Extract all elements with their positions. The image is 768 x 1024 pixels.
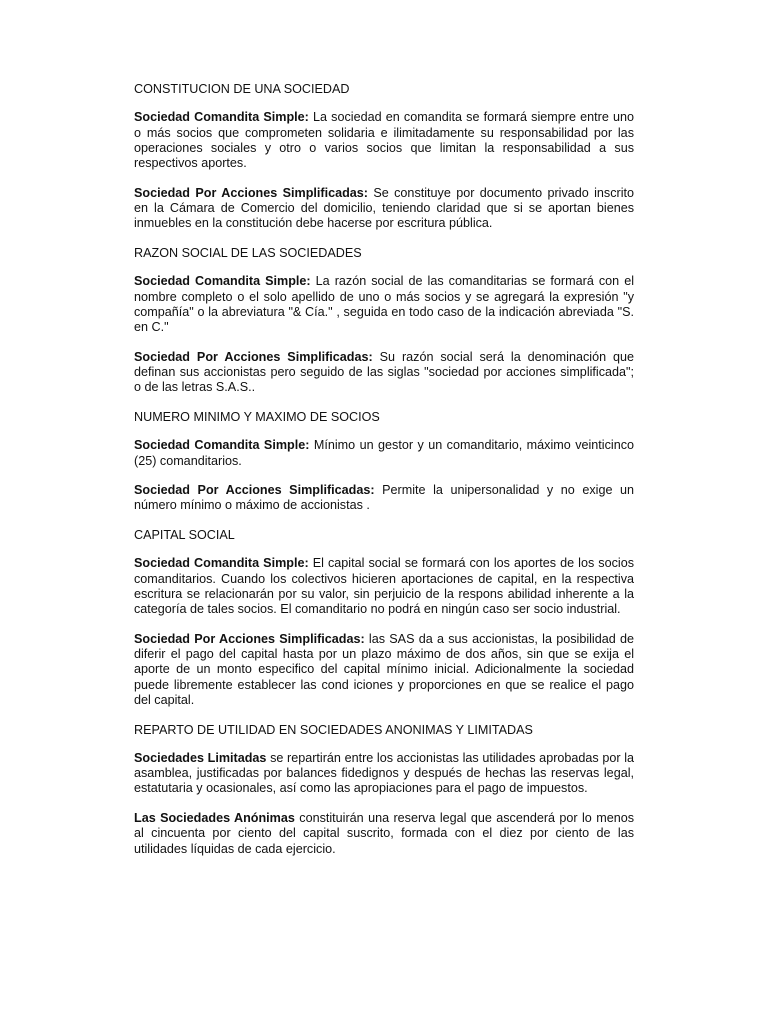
section-heading: NUMERO MINIMO Y MAXIMO DE SOCIOS: [134, 409, 380, 424]
paragraph-text: constituirán una reserva legal que ascenderá por lo menos al cincuenta por ciento del capital suscrito, formada con el diez por ciento de las utilidades líquidas de cada ejercicio.: [134, 811, 635, 856]
paragraph-lead: Sociedad Comandita Simple:: [134, 274, 311, 289]
paragraph: [134, 186, 634, 232]
paragraph-lead: Las Sociedades Anónimas: [134, 811, 295, 826]
section-reparto-utilidad: [134, 723, 634, 857]
paragraph-lead: Sociedad Comandita Simple:: [134, 110, 309, 125]
paragraph-text: Se constituye por documento privado inscrito en la Cámara de Comercio del domicilio, teniendo claridad que si se aportan bienes inmuebles en la constitución debe hacerse por escritura pública.: [134, 185, 635, 231]
paragraph: [134, 110, 634, 171]
section-heading: REPARTO DE UTILIDAD EN SOCIEDADES ANONIMAS Y LIMITADAS: [134, 722, 533, 737]
section-constitucion: [134, 82, 634, 232]
paragraph: [134, 438, 634, 469]
section-heading: CAPITAL SOCIAL: [134, 528, 235, 543]
paragraph-text: Su razón social será la denominación que definan sus accionistas pero seguido de las siglas "sociedad por acciones simplificada"; o de las letras S.A.S..: [134, 349, 635, 395]
paragraph-lead: Sociedad Por Acciones Simplificadas:: [134, 631, 365, 646]
paragraph-text: La sociedad en comandita se formará siempre entre uno o más socios que comprometen solidaria e ilimitadamente su responsabilidad por las operaciones sociales y otro o varios socios que limitan la responsabilidad a sus respectivos aportes.: [134, 110, 634, 171]
paragraph-lead: Sociedad Comandita Simple:: [134, 556, 309, 571]
paragraph-text: las SAS da a sus accionistas, la posibilidad de diferir el pago del capital hasta por un plazo máximo de dos años, sin que se exija el aporte de un monto especifico del capital mínimo inicial. Adicionalmente la sociedad puede libremente establecer las cond iciones y proporciones en que se realice el pago del capital.: [134, 631, 634, 707]
paragraph-text: se repartirán entre los accionistas las utilidades aprobadas por la asamblea, justificadas por balances fidedignos y después de hechas las reservas legal, estatutaria y ocasionales, así como las apropiaciones para el pago de impuestos.: [134, 750, 634, 796]
paragraph-text: El capital social se formará con los aportes de los socios comanditarios. Cuando los colectivos hicieren aportaciones de capital, en la respectiva escritura se relacionarán por su valor, sin perjuicio de la respons abilidad inherente a la categoría de tales socios. El comanditario no podrá en ningún caso ser socio industrial.: [134, 556, 634, 617]
section-capital-social: [134, 528, 634, 708]
section-numero-socios: [134, 410, 634, 514]
section-heading: CONSTITUCION DE UNA SOCIEDAD: [134, 82, 350, 96]
paragraph: [134, 274, 634, 335]
paragraph-text: Mínimo un gestor y un comanditario, máximo veinticinco (25) comanditarios.: [134, 438, 634, 468]
paragraph-lead: Sociedad Comandita Simple:: [134, 438, 310, 453]
paragraph: [134, 811, 634, 857]
section-razon-social: [134, 246, 634, 396]
paragraph-text: La razón social de las comanditarias se formará con el nombre completo o el solo apellido de uno o más socios y se agregará la expresión "y compañía" o la abreviatura "& Cía." , seguida en todo caso de la indicación abreviada "S. en C.": [134, 274, 635, 335]
paragraph: [134, 556, 634, 617]
paragraph: [134, 632, 634, 708]
paragraph-lead: Sociedad Por Acciones Simplificadas:: [134, 185, 368, 200]
paragraph: [134, 483, 634, 514]
document-page: [134, 82, 634, 871]
paragraph-lead: Sociedad Por Acciones Simplificadas:: [134, 349, 373, 364]
section-heading: RAZON SOCIAL DE LAS SOCIEDADES: [134, 245, 362, 260]
paragraph-lead: Sociedades Limitadas: [134, 750, 267, 765]
paragraph: [134, 350, 634, 396]
paragraph-text: Permite la unipersonalidad y no exige un número mínimo o máximo de accionistas .: [134, 483, 635, 513]
paragraph: [134, 751, 634, 797]
paragraph-lead: Sociedad Por Acciones Simplificadas:: [134, 483, 375, 498]
